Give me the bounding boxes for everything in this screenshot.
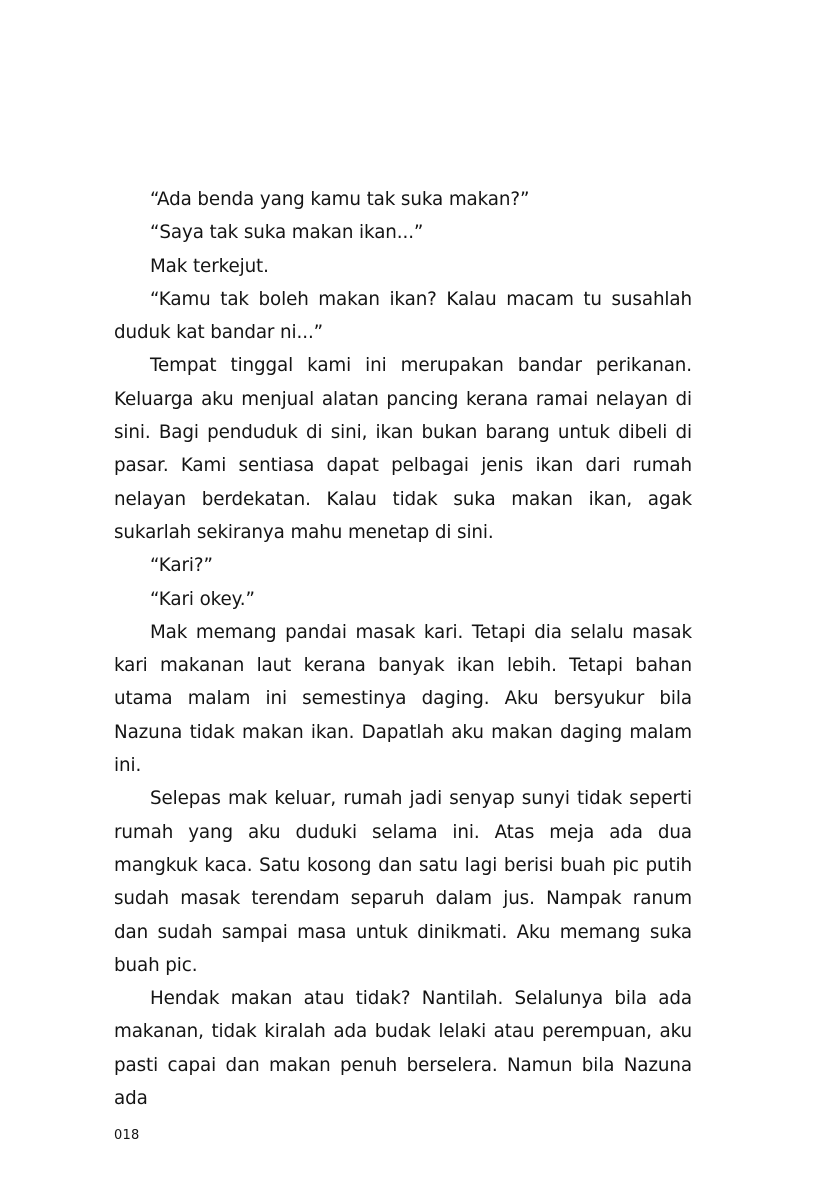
- paragraph: Selepas mak keluar, rumah jadi senyap sunyi tidak seperti rumah yang aku duduki selama ini. Atas meja ada dua mangkuk kaca. Satu kosong dan satu lagi berisi buah pic putih sudah masak terendam separuh dalam jus. Nampak ranum dan sudah sampai masa untuk dinikmati. Aku memang suka buah pic.: [114, 788, 692, 976]
- body-text: [114, 183, 692, 1115]
- paragraph: “Kamu tak boleh makan ikan? Kalau macam tu susahlah duduk kat bandar ni...”: [114, 288, 692, 344]
- paragraph: Mak memang pandai masak kari. Tetapi dia selalu masak kari makanan laut kerana banyak ikan lebih. Tetapi bahan utama malam ini semestinya daging. Aku bersyukur bila Nazuna tidak makan ikan. Dapatlah aku makan daging malam ini.: [114, 621, 692, 777]
- paragraph: Tempat tinggal kami ini merupakan bandar perikanan. Keluarga aku menjual alatan pancing kerana ramai nelayan di sini. Bagi penduduk di sini, ikan bukan barang untuk dibeli di pasar. Kami sentiasa dapat pelbagai jenis ikan dari rumah nelayan berdekatan. Kalau tidak suka makan ikan, agak sukarlah sekiranya mahu menetap di sini.: [114, 355, 692, 543]
- paragraph: “Saya tak suka makan ikan...”: [150, 222, 424, 244]
- paragraph: “Ada benda yang kamu tak suka makan?”: [150, 189, 530, 210]
- paragraph: Hendak makan atau tidak? Nantilah. Selalunya bila ada makanan, tidak kiralah ada budak lelaki atau perempuan, aku pasti capai dan makan penuh berselera. Namun bila Nazuna ada: [114, 988, 692, 1110]
- page-number: 018: [114, 1128, 140, 1143]
- paragraph: Mak terkejut.: [150, 255, 269, 277]
- paragraph: “Kari okey.”: [150, 588, 255, 610]
- paragraph: “Kari?”: [150, 555, 213, 577]
